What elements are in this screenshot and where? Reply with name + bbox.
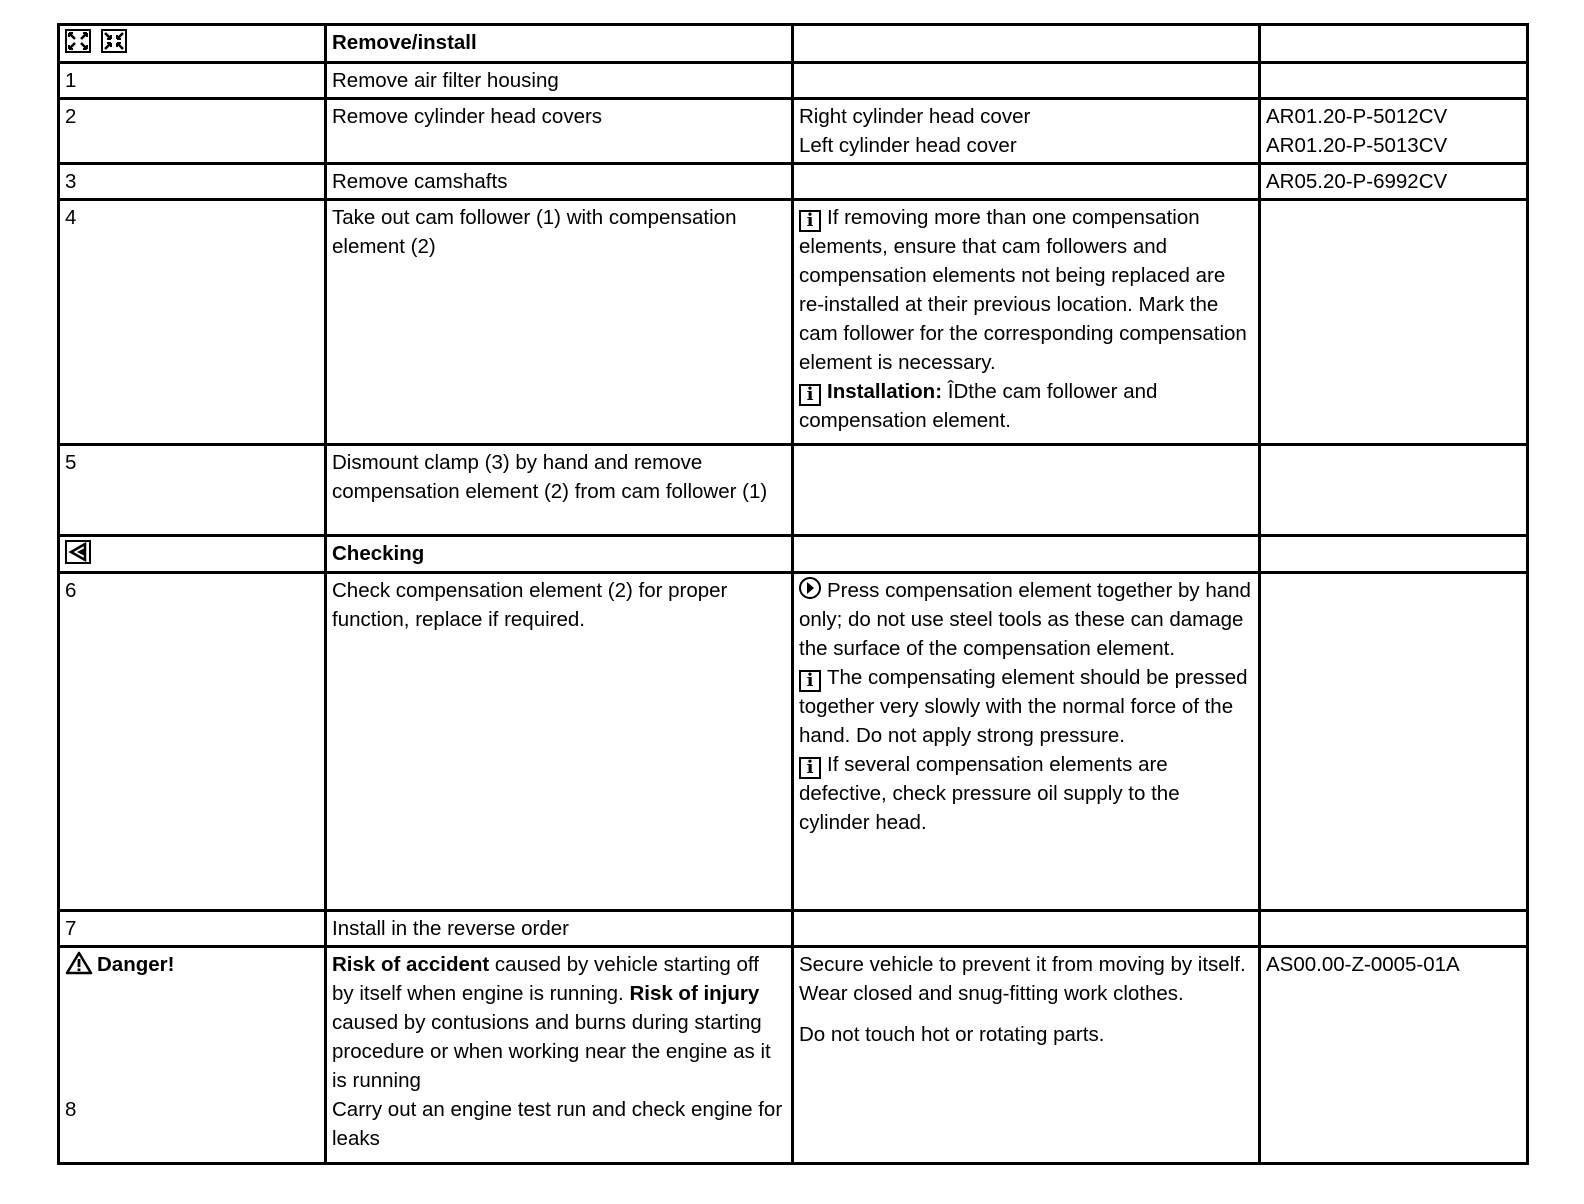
info-icon: i	[799, 210, 821, 232]
note-left-cover: Left cylinder head cover	[799, 134, 1017, 157]
step-cell	[59, 947, 326, 1164]
table-row	[59, 200, 1528, 445]
warning-icon	[65, 951, 93, 975]
table-row	[59, 445, 1528, 536]
step-action: Take out cam follower (1) with compensation element (2)	[326, 200, 793, 445]
safety-measure: Do not touch hot or rotating parts.	[799, 1023, 1105, 1046]
step-cell	[59, 536, 326, 573]
reference-link[interactable]: AR05.20-P-6992CV	[1260, 164, 1528, 200]
step-cell	[59, 25, 326, 63]
info-note: i The compensating element should be pressed together very slowly with the normal force of the hand. Do not apply strong pressure.	[799, 666, 1248, 747]
safety-measures	[793, 947, 1260, 1164]
danger-label: Danger!	[97, 953, 175, 976]
info-icon: i	[799, 670, 821, 692]
table-row	[59, 573, 1528, 911]
install-icon	[101, 29, 127, 53]
step-number: 5	[59, 445, 326, 536]
safety-measure: Secure vehicle to prevent it from moving by itself.	[799, 953, 1246, 976]
step-action: Install in the reverse order	[326, 911, 793, 947]
step-refs	[1260, 99, 1528, 164]
step-action: Remove cylinder head covers	[326, 99, 793, 164]
step-number: 7	[59, 911, 326, 947]
step-8-action: Carry out an engine test run and check engine for leaks	[332, 1098, 783, 1150]
info-note: i If removing more than one compensation elements, ensure that cam followers and compensation elements not being replaced are re-installed at their previous location. Mark the cam follower for the corresponding compensation element is necessary.	[799, 206, 1247, 374]
step-number: 6	[59, 573, 326, 911]
section-title: Remove/install	[326, 25, 793, 63]
info-icon: i	[799, 757, 821, 779]
step-action: Remove air filter housing	[326, 63, 793, 99]
note-right-cover: Right cylinder head cover	[799, 105, 1031, 128]
step-number: 4	[59, 200, 326, 445]
remove-icon	[65, 29, 91, 53]
caution-icon	[799, 577, 821, 599]
step-number: 3	[59, 164, 326, 200]
step-notes	[793, 99, 1260, 164]
reference-link[interactable]: AR01.20-P-5013CV	[1266, 134, 1448, 157]
caution-note: Press compensation element together by hand only; do not use steel tools as these can damage the surface of the compensation element.	[799, 579, 1251, 660]
reference-link[interactable]: AS00.00-Z-0005-01A	[1260, 947, 1528, 1164]
step-number: 8	[65, 1098, 77, 1121]
danger-text: Risk of accident caused by vehicle starting off by itself when engine is running. Risk of injury caused by contusions and burns during starting procedure or when working near the engine as it is running	[332, 953, 771, 1092]
step-notes	[793, 573, 1260, 911]
info-note: i Installation: ÎDthe cam follower and compensation element.	[799, 380, 1158, 432]
procedure-table	[57, 23, 1529, 1165]
step-notes	[793, 200, 1260, 445]
section-title: Checking	[326, 536, 793, 573]
step-number: 1	[59, 63, 326, 99]
table-row	[59, 25, 1528, 63]
reference-link[interactable]: AR01.20-P-5012CV	[1266, 105, 1448, 128]
step-action	[326, 947, 793, 1164]
safety-measure: Wear closed and snug-fitting work clothes.	[799, 982, 1184, 1005]
step-action: Check compensation element (2) for proper function, replace if required.	[326, 573, 793, 911]
table-row	[59, 911, 1528, 947]
step-number: 2	[59, 99, 326, 164]
info-icon: i	[799, 384, 821, 406]
info-note: i If several compensation elements are defective, check pressure oil supply to the cylinder head.	[799, 753, 1180, 834]
table-row	[59, 99, 1528, 164]
table-row	[59, 63, 1528, 99]
table-row	[59, 536, 1528, 573]
check-icon	[65, 540, 91, 564]
step-action: Dismount clamp (3) by hand and remove compensation element (2) from cam follower (1)	[326, 445, 793, 536]
table-row	[59, 947, 1528, 1164]
step-action: Remove camshafts	[326, 164, 793, 200]
table-row	[59, 164, 1528, 200]
